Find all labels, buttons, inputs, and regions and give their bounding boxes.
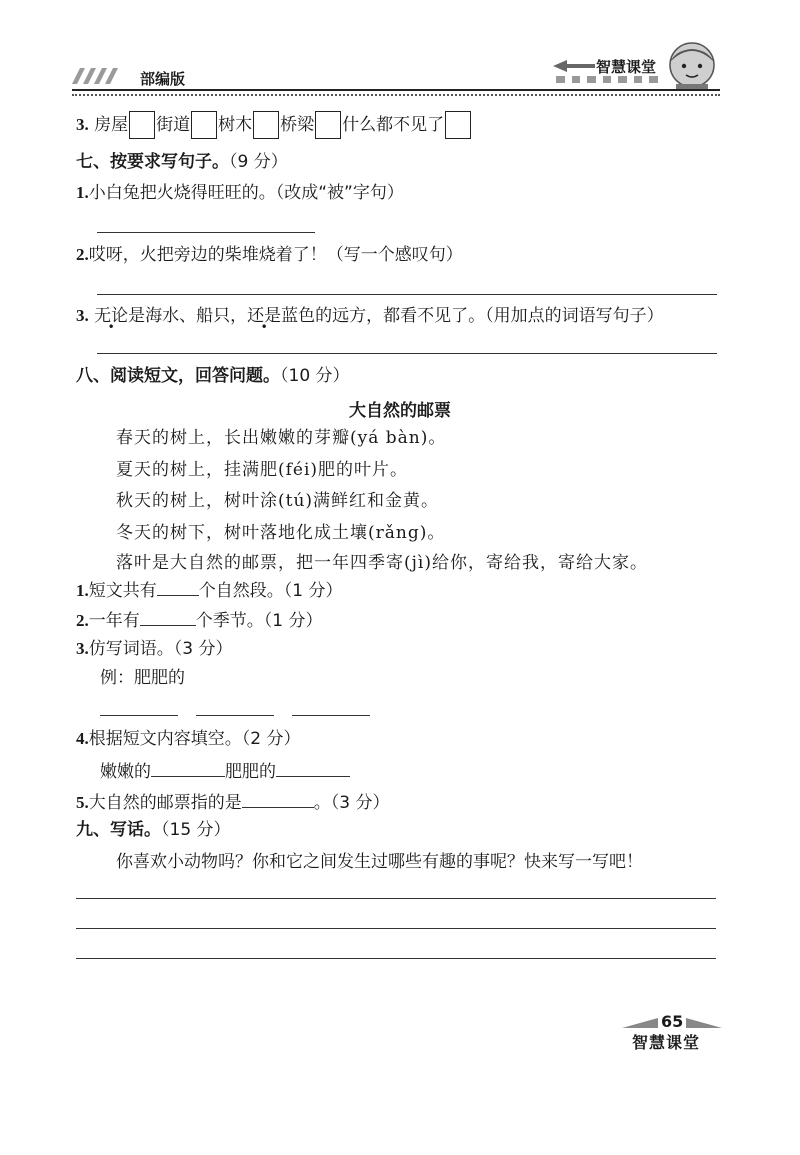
writing-line[interactable] <box>76 898 716 899</box>
dotted-word: 无论 <box>94 306 129 326</box>
header-stripes-icon <box>72 66 124 86</box>
answer-line[interactable] <box>97 232 315 233</box>
section8-q4-fill: 嫩嫩的 肥肥的 <box>100 758 350 784</box>
right-wing-icon <box>686 1016 722 1030</box>
section7-q3: 3. 无论是海水、船只，还是蓝色的远方，都看不见了。（用加点的词语写句子） <box>76 306 664 326</box>
header-dots <box>556 76 658 83</box>
answer-line[interactable] <box>196 715 274 716</box>
writing-prompt: 你喜欢小动物吗？你和它之间发生过哪些有趣的事呢？快来写一写吧！ <box>116 852 643 872</box>
answer-box[interactable] <box>315 111 341 139</box>
answer-blank[interactable] <box>242 789 314 808</box>
answer-line[interactable] <box>97 294 717 295</box>
answer-line[interactable] <box>100 715 178 716</box>
edition-label: 部编版 <box>140 70 186 88</box>
arrow-icon <box>553 60 595 72</box>
passage-line: 秋天的树上，树叶涂(tú)满鲜红和金黄。 <box>116 491 440 511</box>
writing-line[interactable] <box>76 928 716 929</box>
answer-box[interactable] <box>129 111 155 139</box>
passage-line: 夏天的树上，挂满肥(féi)肥的叶片。 <box>116 460 409 480</box>
passage-line: 春天的树上，长出嫩嫩的芽瓣(yá bàn)。 <box>116 428 447 448</box>
answer-line[interactable] <box>97 353 717 354</box>
left-wing-icon <box>622 1016 658 1030</box>
section7-q2: 2.哎呀，火把旁边的柴堆烧着了！（写一个感叹句） <box>76 245 463 265</box>
section7-heading: 七、按要求写句子。（9 分） <box>76 152 288 172</box>
answer-blank[interactable] <box>276 758 350 777</box>
dotted-word: 还是 <box>247 306 282 326</box>
answer-blank[interactable] <box>157 577 199 596</box>
answer-box[interactable] <box>191 111 217 139</box>
page-number: 65 <box>661 1012 684 1031</box>
section8-heading: 八、阅读短文，回答问题。（10 分） <box>76 366 350 386</box>
answer-blank[interactable] <box>151 758 225 777</box>
passage-line: 落叶是大自然的邮票，把一年四季寄(jì)给你，寄给我，寄给大家。 <box>116 553 648 573</box>
section8-q1: 1.短文共有 个自然段。（1 分） <box>76 577 342 603</box>
header-rule-dotted <box>72 94 720 96</box>
section8-q5: 5.大自然的邮票指的是 。（3 分） <box>76 789 389 815</box>
header-rule-top <box>72 89 720 91</box>
passage-title: 大自然的邮票 <box>349 401 451 421</box>
header-brand: 智慧课堂 <box>596 58 657 76</box>
answer-box[interactable] <box>445 111 471 139</box>
answer-blank[interactable] <box>140 607 196 626</box>
footer-brand: 智慧课堂 <box>632 1033 701 1052</box>
answer-box[interactable] <box>253 111 279 139</box>
student-mascot-icon <box>662 38 722 92</box>
section8-q3: 3.仿写词语。（3 分） <box>76 639 233 659</box>
passage-line: 冬天的树下，树叶落地化成土壤(rǎng)。 <box>116 523 446 543</box>
section8-q4: 4.根据短文内容填空。（2 分） <box>76 729 301 749</box>
answer-line[interactable] <box>292 715 370 716</box>
example-text: 例：肥肥的 <box>100 668 185 688</box>
section6-q3: 3. 房屋 街道 树木 桥梁 什么都不见了 <box>76 111 472 139</box>
section9-heading: 九、写话。（15 分） <box>76 820 231 840</box>
section7-q1: 1.小白兔把火烧得旺旺的。（改成“被”字句） <box>76 183 404 203</box>
writing-line[interactable] <box>76 958 716 959</box>
section8-q2: 2.一年有 个季节。（1 分） <box>76 607 322 633</box>
